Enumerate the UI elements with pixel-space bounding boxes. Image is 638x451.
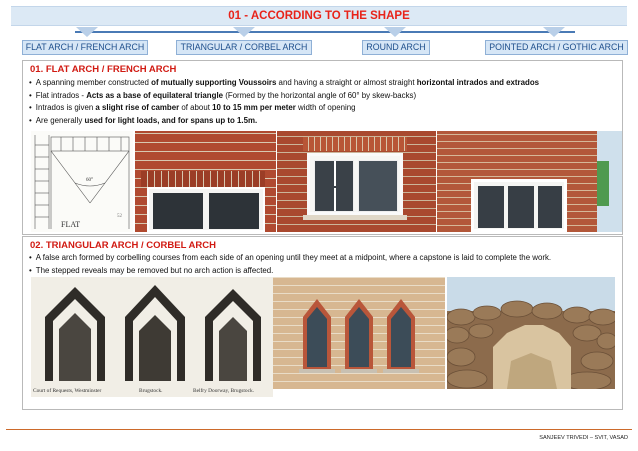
window-frame	[471, 179, 567, 232]
list-item: • The stepped reveals may be removed but no arch action is affected.	[29, 265, 551, 278]
soldier-course	[303, 137, 407, 151]
tab-arrow-2	[233, 27, 255, 37]
tab-connector-line	[75, 31, 575, 33]
window-sill	[303, 215, 407, 220]
engraving-caption-1: Court of Requests, Westminster	[33, 388, 102, 394]
list-item: • Flat intrados - Acts as a base of equilateral triangle (Formed by the horizontal angle of 60° by skew-backs)	[29, 90, 539, 103]
list-item: • Intrados is given a slight rise of camber of about 10 to 15 mm per meter width of opening	[29, 102, 539, 115]
triangular-arch-heading: 02. TRIANGULAR ARCH / CORBEL ARCH	[30, 240, 216, 251]
brick-flat-arch-photo	[135, 131, 276, 232]
stone-corbel-opening-photo	[447, 277, 615, 389]
green-container	[597, 161, 609, 206]
flat-arch-sketch	[31, 131, 133, 232]
footer-author: SANJEEV TRIVEDI – SVIT, VASAD	[539, 435, 628, 441]
tab-arrow-4	[543, 27, 565, 37]
list-item: • A spanning member constructed of mutually supporting Voussoirs and having a straight or almost straight horizontal intrados and extrados	[29, 77, 539, 90]
tab-triangular-arch[interactable]: TRIANGULAR / CORBEL ARCH	[176, 40, 312, 55]
page-title: 01 - ACCORDING TO THE SHAPE	[11, 6, 627, 26]
flat-arch-bullets	[29, 77, 539, 127]
sash-window-photo	[277, 131, 436, 232]
engraving-caption-2: Brugstock.	[139, 388, 163, 394]
flat-arch-panel	[22, 60, 623, 235]
brick-lintel	[141, 171, 265, 187]
triangular-arch-panel	[22, 236, 623, 410]
tab-round-arch[interactable]: ROUND ARCH	[362, 40, 430, 55]
list-item: • A false arch formed by corbelling courses from each side of an opening until they meet at a midpoint, where a capstone is laid to complete the work.	[29, 252, 551, 265]
triangular-arch-bullets	[29, 252, 551, 277]
tab-flat-arch[interactable]: FLAT ARCH / FRENCH ARCH	[22, 40, 148, 55]
corbel-windows-photo	[273, 277, 445, 389]
tab-pointed-arch[interactable]: POINTED ARCH / GOTHIC ARCH	[485, 40, 628, 55]
footer-divider	[6, 429, 632, 430]
curved-wall-window-photo	[437, 131, 622, 232]
tab-arrow-3	[384, 27, 406, 37]
window-frame	[307, 153, 403, 215]
window-frame	[147, 187, 265, 232]
sketch-page-mark: 52	[117, 214, 122, 219]
sketch-caption: FLAT	[61, 220, 81, 229]
list-item: • Are generally used for light loads, and for spans up to 1.5m.	[29, 115, 539, 128]
corbel-arch-engraving	[31, 277, 273, 397]
flat-arch-heading: 01. FLAT ARCH / FRENCH ARCH	[30, 64, 177, 75]
sketch-angle-label: 60°	[86, 178, 93, 183]
engraving-caption-3: Belfry Doorway, Brugstock.	[193, 388, 255, 394]
tab-arrow-1	[76, 27, 98, 37]
